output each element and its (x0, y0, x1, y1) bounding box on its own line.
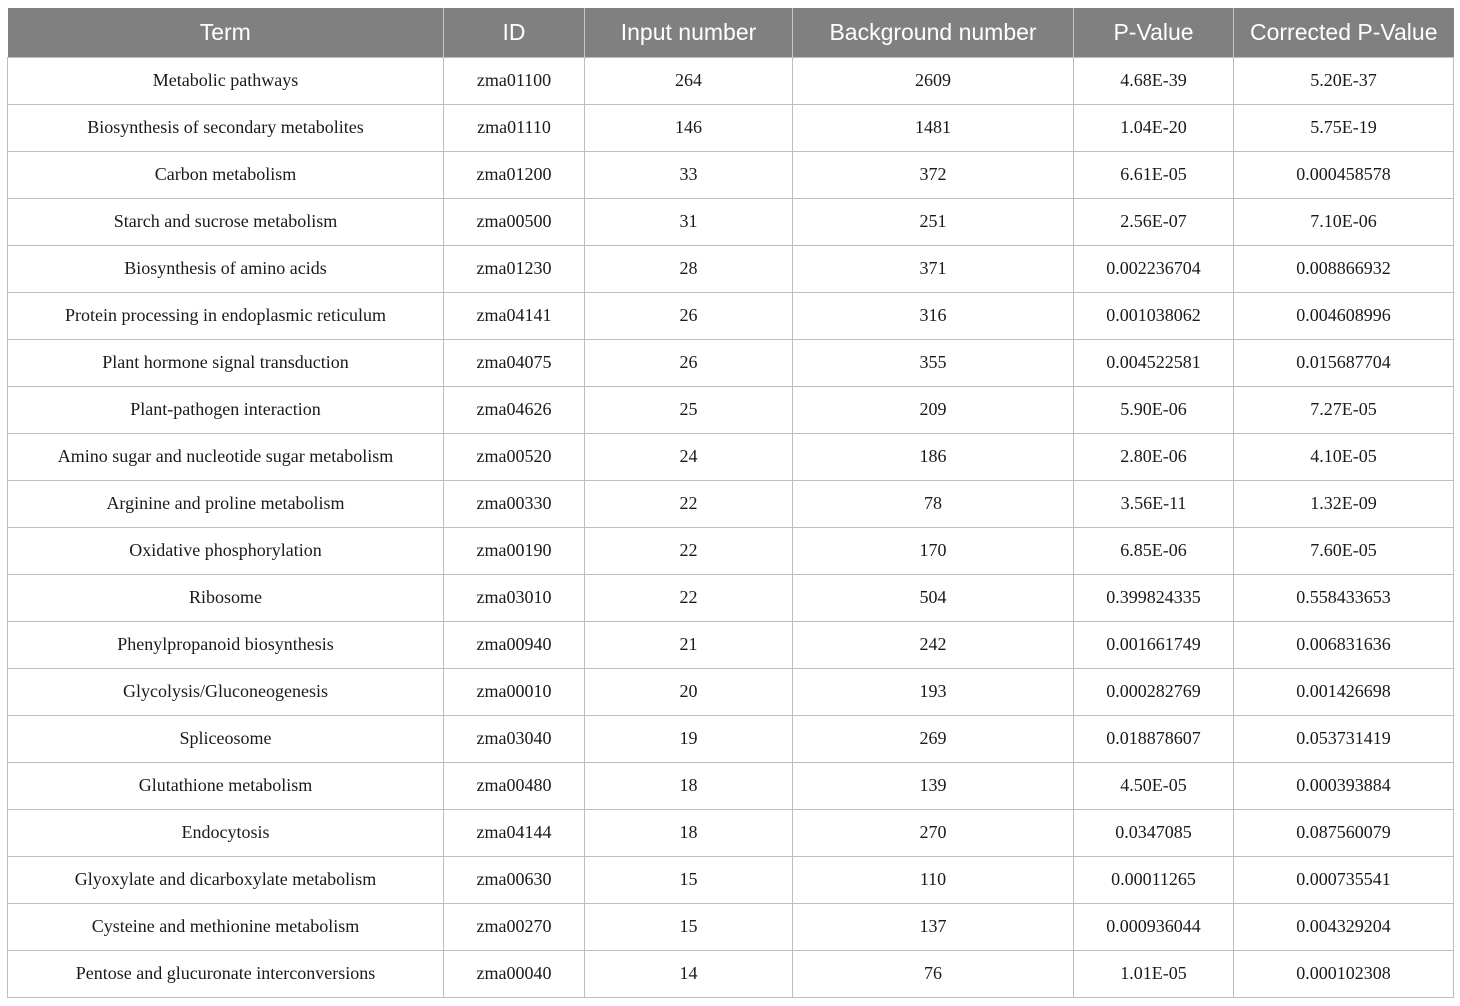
cell-p-value: 0.001661749 (1074, 621, 1234, 668)
cell-id: zma00940 (444, 621, 585, 668)
cell-input-number: 15 (585, 903, 793, 950)
cell-background-number: 110 (793, 856, 1074, 903)
table-row (8, 386, 1454, 433)
cell-corrected-p-value: 5.20E-37 (1234, 57, 1454, 104)
header-term: Term (8, 8, 444, 57)
cell-id: zma01200 (444, 151, 585, 198)
cell-corrected-p-value: 7.27E-05 (1234, 386, 1454, 433)
kegg-enrichment-table (7, 8, 1454, 998)
cell-id: zma04144 (444, 809, 585, 856)
table-row (8, 104, 1454, 151)
cell-background-number: 270 (793, 809, 1074, 856)
cell-corrected-p-value: 0.008866932 (1234, 245, 1454, 292)
cell-term: Endocytosis (8, 809, 444, 856)
cell-background-number: 76 (793, 950, 1074, 997)
cell-background-number: 242 (793, 621, 1074, 668)
cell-corrected-p-value: 0.006831636 (1234, 621, 1454, 668)
cell-p-value: 1.01E-05 (1074, 950, 1234, 997)
cell-id: zma00500 (444, 198, 585, 245)
cell-id: zma01100 (444, 57, 585, 104)
table-row (8, 480, 1454, 527)
cell-id: zma03010 (444, 574, 585, 621)
cell-id: zma00520 (444, 433, 585, 480)
cell-input-number: 33 (585, 151, 793, 198)
cell-term: Biosynthesis of amino acids (8, 245, 444, 292)
cell-background-number: 251 (793, 198, 1074, 245)
cell-input-number: 18 (585, 762, 793, 809)
table-row (8, 856, 1454, 903)
cell-corrected-p-value: 0.000735541 (1234, 856, 1454, 903)
cell-p-value: 0.0347085 (1074, 809, 1234, 856)
cell-corrected-p-value: 0.004608996 (1234, 292, 1454, 339)
cell-term: Plant-pathogen interaction (8, 386, 444, 433)
cell-input-number: 25 (585, 386, 793, 433)
cell-background-number: 1481 (793, 104, 1074, 151)
cell-input-number: 22 (585, 574, 793, 621)
table-row (8, 809, 1454, 856)
cell-background-number: 316 (793, 292, 1074, 339)
cell-term: Glycolysis/Gluconeogenesis (8, 668, 444, 715)
header-p-value: P-Value (1074, 8, 1234, 57)
cell-p-value: 0.000282769 (1074, 668, 1234, 715)
cell-input-number: 22 (585, 527, 793, 574)
table-row (8, 151, 1454, 198)
cell-input-number: 26 (585, 292, 793, 339)
cell-background-number: 78 (793, 480, 1074, 527)
cell-id: zma00330 (444, 480, 585, 527)
cell-p-value: 4.50E-05 (1074, 762, 1234, 809)
cell-p-value: 0.002236704 (1074, 245, 1234, 292)
cell-background-number: 504 (793, 574, 1074, 621)
cell-corrected-p-value: 0.000393884 (1234, 762, 1454, 809)
cell-background-number: 139 (793, 762, 1074, 809)
table-row (8, 527, 1454, 574)
cell-p-value: 6.61E-05 (1074, 151, 1234, 198)
cell-term: Glutathione metabolism (8, 762, 444, 809)
cell-background-number: 209 (793, 386, 1074, 433)
cell-input-number: 146 (585, 104, 793, 151)
cell-input-number: 18 (585, 809, 793, 856)
cell-input-number: 21 (585, 621, 793, 668)
cell-p-value: 0.000936044 (1074, 903, 1234, 950)
cell-term: Ribosome (8, 574, 444, 621)
cell-background-number: 355 (793, 339, 1074, 386)
cell-id: zma04626 (444, 386, 585, 433)
cell-background-number: 372 (793, 151, 1074, 198)
cell-corrected-p-value: 0.558433653 (1234, 574, 1454, 621)
cell-term: Protein processing in endoplasmic reticulum (8, 292, 444, 339)
cell-p-value: 2.80E-06 (1074, 433, 1234, 480)
cell-p-value: 3.56E-11 (1074, 480, 1234, 527)
table-row (8, 668, 1454, 715)
cell-term: Oxidative phosphorylation (8, 527, 444, 574)
cell-input-number: 24 (585, 433, 793, 480)
cell-id: zma04141 (444, 292, 585, 339)
header-row (8, 8, 1454, 57)
cell-background-number: 371 (793, 245, 1074, 292)
cell-corrected-p-value: 0.001426698 (1234, 668, 1454, 715)
cell-p-value: 6.85E-06 (1074, 527, 1234, 574)
header-corrected-p-value: Corrected P-Value (1234, 8, 1454, 57)
table-row (8, 339, 1454, 386)
cell-background-number: 269 (793, 715, 1074, 762)
cell-p-value: 1.04E-20 (1074, 104, 1234, 151)
cell-input-number: 14 (585, 950, 793, 997)
table-row (8, 762, 1454, 809)
cell-corrected-p-value: 7.10E-06 (1234, 198, 1454, 245)
table-body (8, 57, 1454, 997)
cell-corrected-p-value: 0.015687704 (1234, 339, 1454, 386)
cell-id: zma00040 (444, 950, 585, 997)
table-header (8, 8, 1454, 57)
cell-background-number: 193 (793, 668, 1074, 715)
table-row (8, 621, 1454, 668)
cell-id: zma00630 (444, 856, 585, 903)
cell-p-value: 4.68E-39 (1074, 57, 1234, 104)
cell-p-value: 0.001038062 (1074, 292, 1234, 339)
cell-term: Pentose and glucuronate interconversions (8, 950, 444, 997)
cell-corrected-p-value: 0.004329204 (1234, 903, 1454, 950)
table-row (8, 950, 1454, 997)
table-row (8, 715, 1454, 762)
cell-id: zma04075 (444, 339, 585, 386)
cell-id: zma01110 (444, 104, 585, 151)
table-row (8, 433, 1454, 480)
cell-corrected-p-value: 0.087560079 (1234, 809, 1454, 856)
cell-id: zma03040 (444, 715, 585, 762)
header-id: ID (444, 8, 585, 57)
cell-p-value: 0.00011265 (1074, 856, 1234, 903)
cell-input-number: 31 (585, 198, 793, 245)
cell-corrected-p-value: 5.75E-19 (1234, 104, 1454, 151)
cell-term: Phenylpropanoid biosynthesis (8, 621, 444, 668)
cell-input-number: 26 (585, 339, 793, 386)
cell-p-value: 0.018878607 (1074, 715, 1234, 762)
cell-id: zma00190 (444, 527, 585, 574)
cell-background-number: 170 (793, 527, 1074, 574)
cell-term: Metabolic pathways (8, 57, 444, 104)
cell-corrected-p-value: 0.053731419 (1234, 715, 1454, 762)
cell-p-value: 0.004522581 (1074, 339, 1234, 386)
table-row (8, 245, 1454, 292)
cell-p-value: 0.399824335 (1074, 574, 1234, 621)
cell-input-number: 15 (585, 856, 793, 903)
cell-term: Plant hormone signal transduction (8, 339, 444, 386)
cell-term: Glyoxylate and dicarboxylate metabolism (8, 856, 444, 903)
cell-term: Arginine and proline metabolism (8, 480, 444, 527)
cell-corrected-p-value: 1.32E-09 (1234, 480, 1454, 527)
cell-id: zma00270 (444, 903, 585, 950)
cell-background-number: 2609 (793, 57, 1074, 104)
cell-term: Starch and sucrose metabolism (8, 198, 444, 245)
cell-id: zma01230 (444, 245, 585, 292)
table-row (8, 903, 1454, 950)
header-background-number: Background number (793, 8, 1074, 57)
cell-corrected-p-value: 0.000458578 (1234, 151, 1454, 198)
cell-term: Carbon metabolism (8, 151, 444, 198)
cell-p-value: 5.90E-06 (1074, 386, 1234, 433)
cell-term: Biosynthesis of secondary metabolites (8, 104, 444, 151)
header-input-number: Input number (585, 8, 793, 57)
cell-term: Amino sugar and nucleotide sugar metabolism (8, 433, 444, 480)
cell-input-number: 20 (585, 668, 793, 715)
cell-input-number: 19 (585, 715, 793, 762)
cell-term: Spliceosome (8, 715, 444, 762)
table-row (8, 292, 1454, 339)
cell-term: Cysteine and methionine metabolism (8, 903, 444, 950)
table-row (8, 57, 1454, 104)
cell-id: zma00010 (444, 668, 585, 715)
cell-input-number: 28 (585, 245, 793, 292)
table-row (8, 574, 1454, 621)
cell-corrected-p-value: 4.10E-05 (1234, 433, 1454, 480)
table-row (8, 198, 1454, 245)
cell-corrected-p-value: 0.000102308 (1234, 950, 1454, 997)
cell-input-number: 22 (585, 480, 793, 527)
cell-background-number: 186 (793, 433, 1074, 480)
cell-p-value: 2.56E-07 (1074, 198, 1234, 245)
cell-id: zma00480 (444, 762, 585, 809)
cell-corrected-p-value: 7.60E-05 (1234, 527, 1454, 574)
cell-background-number: 137 (793, 903, 1074, 950)
cell-input-number: 264 (585, 57, 793, 104)
